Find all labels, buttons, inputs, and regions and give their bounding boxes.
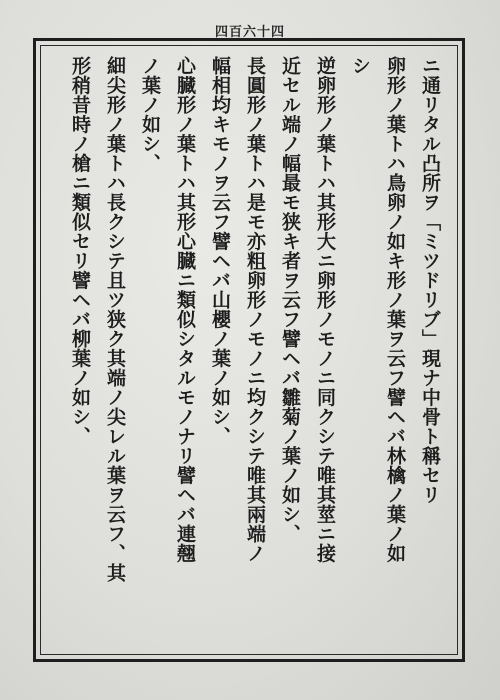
text-column-9: ノ葉ノ如シ、 xyxy=(139,56,161,173)
body-text xyxy=(46,50,452,650)
text-column-6: 長圓形ノ葉トハ是モ亦粗卵形ノモノニ均クシテ唯其兩端ノ xyxy=(244,56,266,563)
text-column-3: シ xyxy=(349,56,371,76)
text-column-2: 卵形ノ葉トハ鳥卵ノ如キ形ノ葉ヲ云フ譬ヘバ林檎ノ葉ノ如 xyxy=(384,56,406,563)
page-number: 四百六十四 xyxy=(214,25,285,40)
text-column-5: 近セル端ノ幅最モ狭キ者ヲ云フ譬ヘバ雛菊ノ葉ノ如シ、 xyxy=(279,56,301,544)
text-column-11: 形稍昔時ノ槍ニ類似セリ譬ヘバ柳葉ノ如シ、 xyxy=(69,56,91,446)
text-column-4: 逆卵形ノ葉トハ其形大ニ卵形ノモノニ同クシテ唯其莖ニ接 xyxy=(314,56,336,563)
text-column-8: 心臓形ノ葉トハ其形心臓ニ類似シタルモノナリ譬ヘバ連翹 xyxy=(174,56,196,563)
text-column-7: 幅相均キモノヲ云フ譬ヘバ山櫻ノ葉ノ如シ、 xyxy=(209,56,231,446)
text-column-10: 細尖形ノ葉トハ長クシテ且ツ狭ク其端ノ尖レル葉ヲ云フ、其 xyxy=(104,56,126,583)
text-column-1: ニ通リタル凸所ヲ「ミツドリブ」現ナ中骨ト稱セリ xyxy=(419,56,441,505)
